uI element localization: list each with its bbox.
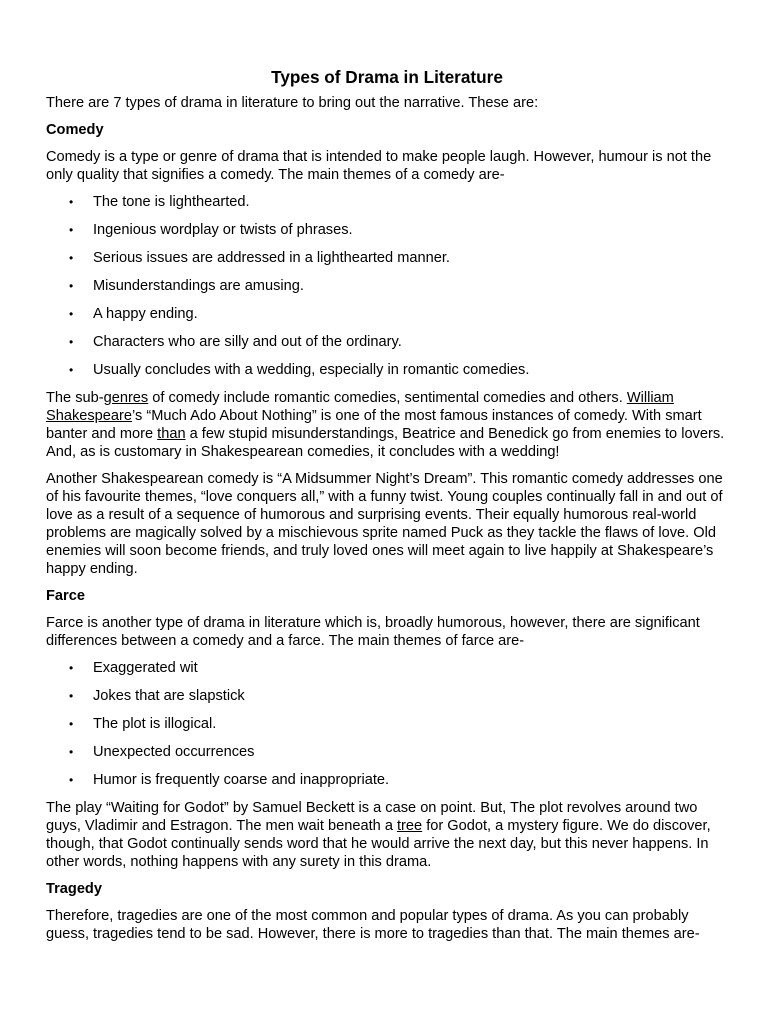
list-item: [46, 771, 728, 789]
list-item-text: The tone is lighthearted.: [93, 194, 250, 210]
intro-paragraph: There are 7 types of drama in literature to bring out the narrative. These are:: [46, 95, 539, 111]
william-shakespeare-link[interactable]: William Shakespeare: [46, 390, 674, 424]
bullet-icon: •: [69, 195, 74, 209]
comedy-heading: Comedy: [46, 122, 104, 138]
list-item: [46, 659, 728, 677]
list-item: [46, 249, 728, 267]
list-item-text: Exaggerated wit: [93, 660, 198, 676]
list-item: [46, 333, 728, 351]
text-run: of comedy include romantic comedies, sentimental comedies and others.: [148, 390, 627, 406]
tragedy-heading: Tragedy: [46, 881, 102, 897]
farce-heading: Farce: [46, 588, 85, 604]
list-item: [46, 193, 728, 211]
midsummer-paragraph: Another Shakespearean comedy is “A Midsummer Night’s Dream”. This romantic comedy addresses one of his favourite themes, “love conquers all,” with a funny twist. Young couples continually fall in and out of love as a result of a sequence of humorous and surprising events. Their equally humorous real-world problems are magically solved by a mischievous sprite named Puck as they tackle the flaws of love. Old enemies will soon become friends, and truly loved ones will meet again to live happily at Shakespeare’s happy ending.: [46, 471, 723, 577]
list-item-text: The plot is illogical.: [93, 716, 217, 732]
than-link[interactable]: than: [157, 426, 186, 442]
list-item-text: Jokes that are slapstick: [93, 688, 245, 704]
comedy-examples-paragraph: [46, 389, 728, 461]
farce-themes-list: [46, 659, 728, 789]
bullet-icon: •: [69, 223, 74, 237]
bullet-icon: •: [69, 363, 74, 377]
list-item: [46, 743, 728, 761]
list-item: [46, 277, 728, 295]
comedy-themes-list: [46, 193, 728, 379]
list-item: [46, 715, 728, 733]
list-item-text: Humor is frequently coarse and inappropriate.: [93, 772, 390, 788]
list-item: [46, 361, 728, 379]
list-item-text: Serious issues are addressed in a lighthearted manner.: [93, 250, 450, 266]
bullet-icon: •: [69, 279, 74, 293]
text-run: a few stupid misunderstandings, Beatrice and Benedick go from enemies to lovers. And, as is customary in Shakespearean comedies, it concludes with a wedding!: [46, 426, 725, 460]
list-item-text: Misunderstandings are amusing.: [93, 278, 304, 294]
bullet-icon: •: [69, 307, 74, 321]
list-item-text: Usually concludes with a wedding, especially in romantic comedies.: [93, 362, 530, 378]
list-item: [46, 687, 728, 705]
bullet-icon: •: [69, 251, 74, 265]
bullet-icon: •: [69, 689, 74, 703]
list-item-text: Ingenious wordplay or twists of phrases.: [93, 222, 353, 238]
tragedy-intro-paragraph: Therefore, tragedies are one of the most common and popular types of drama. As you can probably guess, tragedies tend to be sad. However, there is more to tragedies than that. The main themes are-: [46, 908, 700, 942]
godot-paragraph: [46, 799, 728, 871]
list-item: [46, 221, 728, 239]
bullet-icon: •: [69, 717, 74, 731]
text-run: The sub-: [46, 390, 104, 406]
text-run: The play “Waiting for Godot” by Samuel Beckett is a case on point. But, The plot revolves around two guys, Vladimir and Estragon. The men wait beneath a: [46, 800, 698, 834]
bullet-icon: •: [69, 335, 74, 349]
list-item-text: A happy ending.: [93, 306, 198, 322]
bullet-icon: •: [69, 745, 74, 759]
bullet-icon: •: [69, 773, 74, 787]
text-run: for Godot, a mystery figure. We do discover, though, that Godot continually sends word that he would arrive the next day, but this never happens. In other words, nothing happens with any surety in this drama.: [46, 818, 711, 870]
bullet-icon: •: [69, 661, 74, 675]
comedy-intro-paragraph: Comedy is a type or genre of drama that is intended to make people laugh. However, humour is not the only quality that signifies a comedy. The main themes of a comedy are-: [46, 149, 712, 183]
list-item-text: Unexpected occurrences: [93, 744, 255, 760]
farce-intro-paragraph: Farce is another type of drama in literature which is, broadly humorous, however, there are significant differences between a comedy and a farce. The main themes of farce are-: [46, 615, 700, 649]
list-item: [46, 305, 728, 323]
text-run: ’s “Much Ado About Nothing” is one of the most famous instances of comedy. With smart banter and more: [46, 408, 702, 442]
tree-link[interactable]: tree: [397, 818, 423, 834]
list-item-text: Characters who are silly and out of the ordinary.: [93, 334, 402, 350]
genres-link[interactable]: genres: [103, 390, 149, 406]
document-page: [46, 66, 728, 952]
document-title: Types of Drama in Literature: [271, 67, 503, 87]
